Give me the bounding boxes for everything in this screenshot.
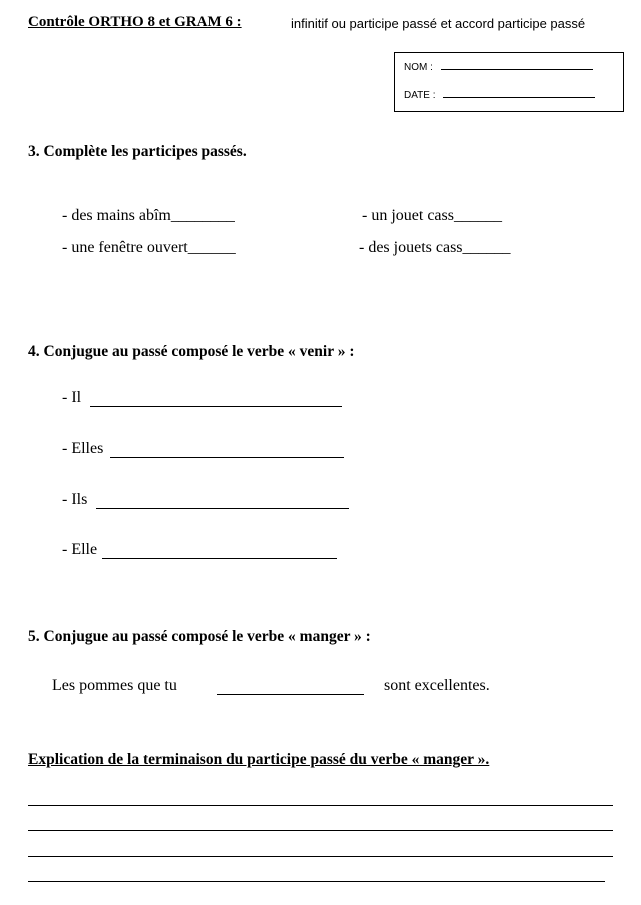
ex3-item-3: - une fenêtre ouvert______ <box>62 239 236 256</box>
explanation-line-2[interactable] <box>28 830 613 831</box>
page-title: Contrôle ORTHO 8 et GRAM 6 : <box>28 14 242 30</box>
ex4-pronoun-elle: - Elle <box>62 541 98 558</box>
name-label: NOM : <box>404 62 433 73</box>
explanation-heading: Explication de la terminaison du participe passé du verbe « manger ». <box>28 751 490 768</box>
ex4-answer-line-ils[interactable] <box>96 508 349 509</box>
explanation-line-3[interactable] <box>28 856 613 857</box>
date-field[interactable] <box>443 97 595 98</box>
ex4-answer-line-elles[interactable] <box>110 457 344 458</box>
ex3-item-1: - des mains abîm________ <box>62 207 235 224</box>
ex5-answer-line[interactable] <box>217 694 364 695</box>
identity-box <box>394 52 624 112</box>
ex4-pronoun-elles: - Elles <box>62 440 104 457</box>
ex5-sentence-end: sont excellentes. <box>384 677 490 694</box>
page-subtitle: infinitif ou participe passé et accord participe passé <box>291 16 586 31</box>
exercise-3-heading: 3. Complète les participes passés. <box>28 143 247 160</box>
name-field[interactable] <box>441 69 593 70</box>
ex4-pronoun-il: - Il <box>62 389 82 406</box>
date-row <box>404 90 595 101</box>
ex4-answer-line-il[interactable] <box>90 406 342 407</box>
ex3-item-4: - des jouets cass______ <box>359 239 511 256</box>
name-row <box>404 62 593 73</box>
date-label: DATE : <box>404 90 436 101</box>
ex4-answer-line-elle[interactable] <box>102 558 337 559</box>
exercise-4-heading: 4. Conjugue au passé composé le verbe « venir » : <box>28 343 355 360</box>
explanation-line-4[interactable] <box>28 881 605 882</box>
ex5-sentence-start: Les pommes que tu <box>52 677 177 694</box>
ex3-item-2: - un jouet cass______ <box>362 207 502 224</box>
explanation-line-1[interactable] <box>28 805 613 806</box>
ex4-pronoun-ils: - Ils <box>62 491 88 508</box>
exercise-5-heading: 5. Conjugue au passé composé le verbe « manger » : <box>28 628 371 645</box>
